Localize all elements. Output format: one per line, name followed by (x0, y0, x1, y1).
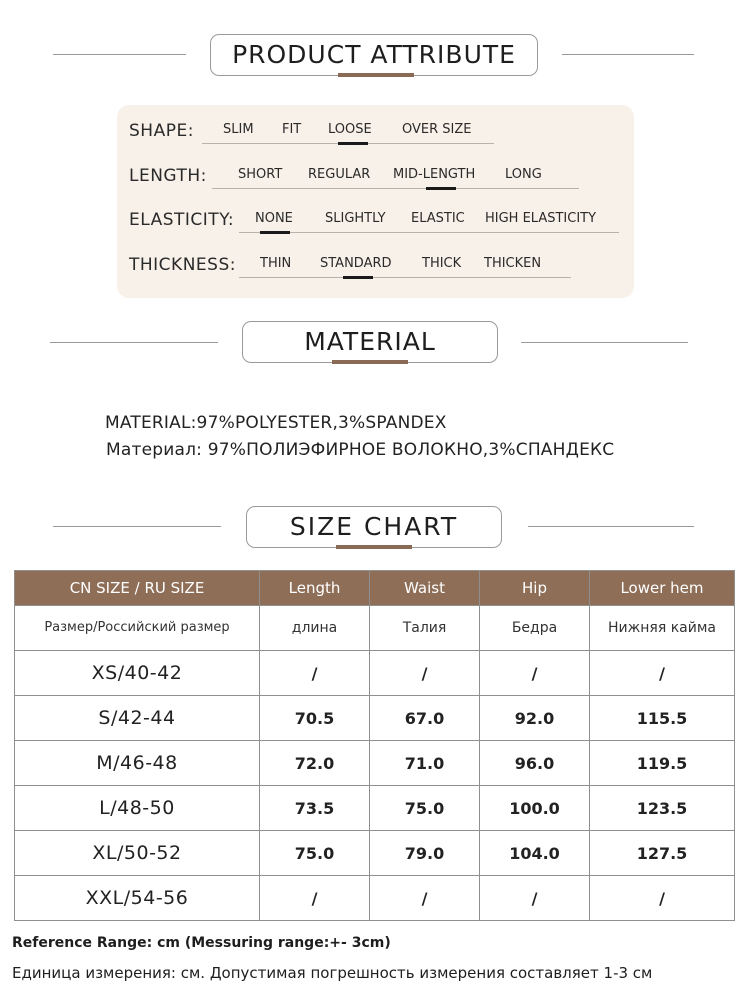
ru-header-size: Размер/Российский размер (15, 606, 260, 651)
option-slightly: SLIGHTLY (325, 211, 386, 226)
attribute-row-thickness (117, 255, 634, 285)
length-cell: 70.5 (260, 696, 370, 741)
size-cell: XXL/54-56 (15, 876, 260, 921)
option-mid-length: MID-LENGTH (393, 167, 476, 182)
attribute-underline (239, 232, 619, 233)
attribute-card (117, 105, 634, 298)
section-title-material: MATERIAL (242, 321, 498, 363)
option-loose: LOOSE (328, 122, 372, 137)
table-header-row (15, 571, 735, 606)
attribute-label: SHAPE: (129, 121, 194, 141)
length-cell: 72.0 (260, 741, 370, 786)
ru-header-length: длина (260, 606, 370, 651)
waist-cell: 71.0 (370, 741, 480, 786)
table-row (15, 831, 735, 876)
option-thicken: THICKEN (484, 256, 542, 271)
reference-range-note: Reference Range: cm (Messuring range:+- 3cm) (12, 935, 391, 951)
divider-left (53, 526, 221, 527)
title-accent-bar (336, 545, 412, 549)
option-none: NONE (255, 211, 293, 226)
option-thin: THIN (260, 256, 292, 271)
waist-cell: 79.0 (370, 831, 480, 876)
lower-hem-cell: 119.5 (590, 741, 735, 786)
waist-cell: 67.0 (370, 696, 480, 741)
attribute-row-elasticity (117, 210, 634, 240)
selected-marker (426, 187, 456, 190)
material-composition-en: MATERIAL:97%POLYESTER,3%SPANDEX (105, 413, 447, 433)
length-cell: / (260, 876, 370, 921)
attribute-row-shape (117, 121, 634, 151)
waist-cell: / (370, 651, 480, 696)
size-chart-table (14, 570, 735, 921)
size-cell: L/48-50 (15, 786, 260, 831)
attribute-underline (212, 188, 579, 189)
lower-hem-cell: / (590, 876, 735, 921)
size-cell: XS/40-42 (15, 651, 260, 696)
section-title-product-attribute: PRODUCT ATTRIBUTE (210, 34, 538, 76)
length-cell: 73.5 (260, 786, 370, 831)
header-hip: Hip (480, 571, 590, 606)
attribute-underline (239, 277, 571, 278)
hip-cell: 100.0 (480, 786, 590, 831)
option-slim: SLIM (223, 122, 254, 137)
hip-cell: 104.0 (480, 831, 590, 876)
divider-right (562, 54, 694, 55)
ru-header-lower-hem: Нижняя кайма (590, 606, 735, 651)
header-waist: Waist (370, 571, 480, 606)
selected-marker (343, 276, 373, 279)
selected-marker (260, 231, 290, 234)
title-accent-bar (338, 73, 414, 77)
measurement-note-ru: Единица измерения: см. Допустимая погрешность измерения составляет 1-3 см (12, 964, 653, 982)
selected-marker (338, 142, 368, 145)
waist-cell: 75.0 (370, 786, 480, 831)
length-cell: 75.0 (260, 831, 370, 876)
waist-cell: / (370, 876, 480, 921)
option-fit: FIT (282, 122, 302, 137)
table-row (15, 876, 735, 921)
table-ru-header-row (15, 606, 735, 651)
table-row (15, 651, 735, 696)
table-row (15, 696, 735, 741)
option-high-elasticity: HIGH ELASTICITY (485, 211, 597, 226)
divider-right (528, 526, 694, 527)
hip-cell: / (480, 651, 590, 696)
length-cell: / (260, 651, 370, 696)
hip-cell: 96.0 (480, 741, 590, 786)
table-row (15, 786, 735, 831)
table-row (15, 741, 735, 786)
material-composition-ru: Материал: 97%ПОЛИЭФИРНОЕ ВОЛОКНО,3%СПАНДЕКС (106, 440, 615, 460)
attribute-label: LENGTH: (129, 166, 207, 186)
ru-header-waist: Талия (370, 606, 480, 651)
lower-hem-cell: 115.5 (590, 696, 735, 741)
size-cell: S/42-44 (15, 696, 260, 741)
size-cell: M/46-48 (15, 741, 260, 786)
option-thick: THICK (422, 256, 462, 271)
divider-left (53, 54, 186, 55)
title-accent-bar (332, 360, 408, 364)
option-elastic: ELASTIC (411, 211, 465, 226)
lower-hem-cell: 127.5 (590, 831, 735, 876)
hip-cell: 92.0 (480, 696, 590, 741)
hip-cell: / (480, 876, 590, 921)
header-size: CN SIZE / RU SIZE (15, 571, 260, 606)
option-long: LONG (505, 167, 542, 182)
option-over-size: OVER SIZE (402, 122, 472, 137)
attribute-label: THICKNESS: (129, 255, 236, 275)
divider-right (521, 342, 688, 343)
attribute-row-length (117, 166, 634, 196)
lower-hem-cell: 123.5 (590, 786, 735, 831)
option-regular: REGULAR (308, 167, 371, 182)
lower-hem-cell: / (590, 651, 735, 696)
ru-header-hip: Бедра (480, 606, 590, 651)
divider-left (50, 342, 218, 343)
section-title-size-chart: SIZE CHART (246, 506, 502, 548)
option-short: SHORT (238, 167, 283, 182)
option-standard: STANDARD (320, 256, 392, 271)
header-lower-hem: Lower hem (590, 571, 735, 606)
attribute-label: ELASTICITY: (129, 210, 235, 230)
size-cell: XL/50-52 (15, 831, 260, 876)
header-length: Length (260, 571, 370, 606)
